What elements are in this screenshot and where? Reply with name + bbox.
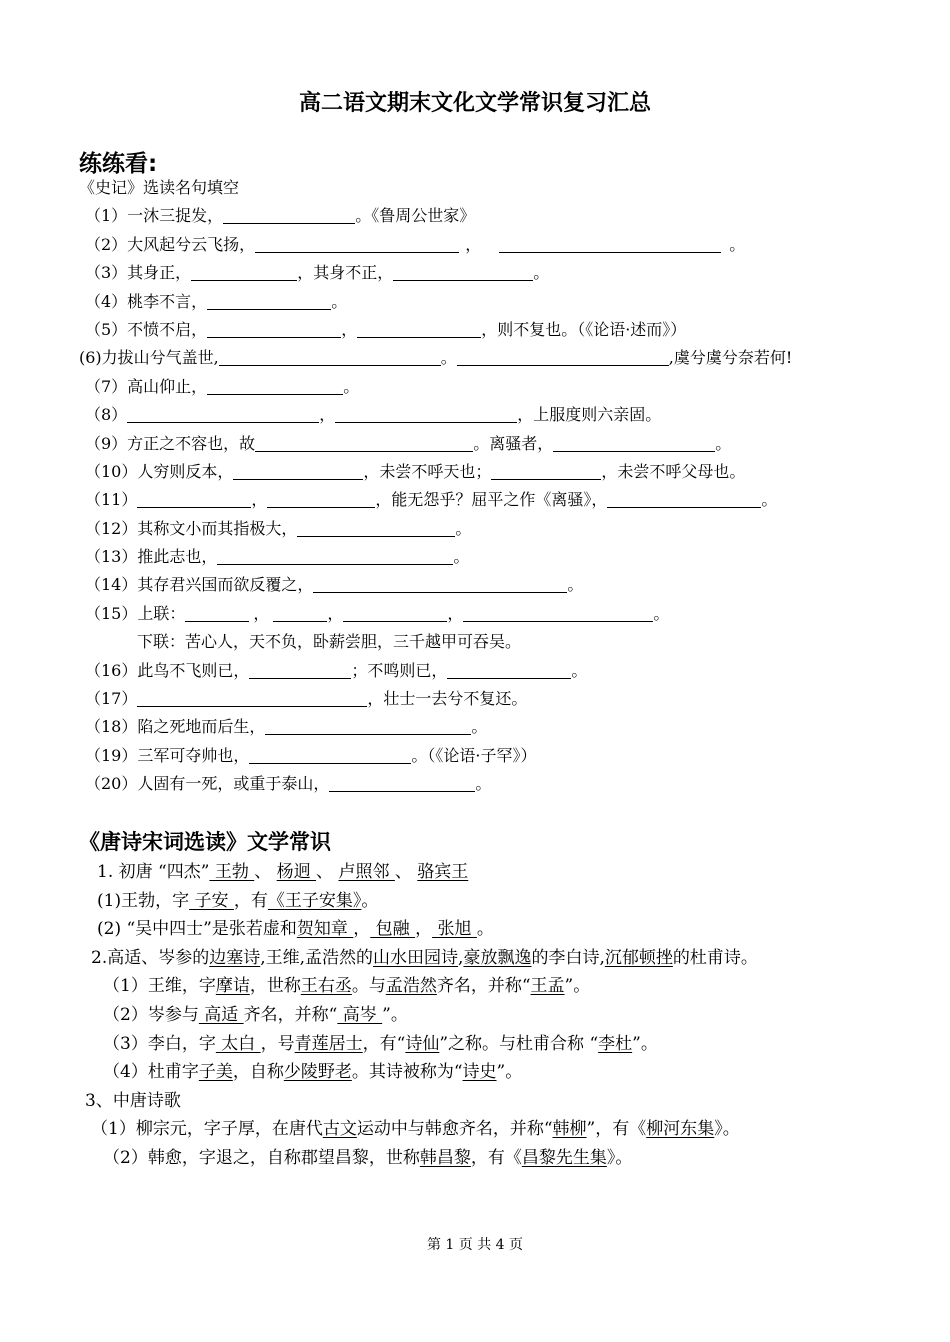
item-text: ，有 [233,890,268,911]
item-text: ， [319,405,336,425]
list-item: 下联：苦心人，天不负，卧薪尝胆，三千越甲可吞吴。 [137,632,522,652]
list-item [79,887,879,916]
item-text: ，上服度则六亲固。 [517,405,662,425]
item-text: ”。 [382,1004,408,1025]
item-text: 。 [715,433,732,453]
item-text: 。离骚者， [473,433,554,453]
list-item [79,1030,879,1059]
item-text: （1）王维，字 [103,976,216,997]
item-text: 。 [533,263,550,283]
item-text: ， [353,919,371,940]
list-item [79,288,879,316]
item-text: 。 [331,291,348,311]
list-item [79,1001,879,1030]
blank-line[interactable] [297,518,455,537]
item-text: （20）人固有一死，或重于泰山， [85,774,330,794]
item-text: （9）方正之不容也，故 [85,433,256,453]
answer-text: 王右丞 [300,976,352,997]
answer-text: 韩昌黎 [419,1147,471,1168]
item-text: 。 [729,234,746,254]
blank-line[interactable] [127,404,319,423]
item-text: , [458,947,464,968]
blank-line[interactable] [393,262,533,281]
item-text: （3）李白，字 [103,1033,216,1054]
answer-text: 山水田园诗 [373,947,459,968]
item-text: 2.高适、岑参的 [91,947,210,968]
list-item [79,1115,879,1144]
answer-text: 韩柳 [552,1119,587,1140]
item-text: 。 [571,660,588,680]
blank-line[interactable] [233,461,363,480]
item-text: 。《鲁周公世家》 [355,206,476,226]
item-text: 齐名，并称“ [436,976,531,997]
blank-line[interactable] [219,347,441,366]
item-text: 。 [455,518,472,538]
item-text: ”。 [632,1033,658,1054]
answer-text: 子安 [189,890,234,911]
blank-line[interactable] [463,603,653,622]
answer-text: 卢照邻 [338,862,395,882]
answer-text: 骆宾王 [417,862,469,882]
blank-line[interactable] [357,319,481,338]
answer-text: 柳河东集 [646,1119,715,1140]
blank-line[interactable] [207,319,341,338]
item-text: 、 [254,862,277,882]
document-title: 高二语文期末文化文学常识复习汇总 [298,91,651,116]
item-text: ，有《 [470,1147,522,1168]
list-item [79,231,879,259]
item-text: ， [251,490,268,510]
blank-line[interactable] [553,433,715,452]
item-text: ，未尝不呼父母也。 [601,461,746,481]
blank-line[interactable] [249,745,411,764]
blank-line[interactable] [249,660,351,679]
item-text: 齐名，并称“ [243,1004,338,1025]
item-text: （17） [85,689,138,709]
fill-in-list [79,174,879,799]
list-item [79,600,879,628]
item-text: 运动中与韩愈齐名，并称“ [356,1119,553,1140]
blank-line[interactable] [191,262,297,281]
answer-text: 古文 [322,1119,357,1140]
item-text: 。 [653,603,670,623]
item-text: 。 [343,376,360,396]
blank-line[interactable] [267,489,375,508]
list-item [79,858,879,887]
blank-line[interactable] [607,489,761,508]
item-text: 、 [316,862,339,882]
blank-line[interactable] [313,574,567,593]
answer-text: 王勃 [209,862,255,882]
item-text: 的李白诗, [531,947,605,968]
item-text: 。 [471,717,488,737]
list-item [79,571,879,599]
practice-heading: 练练看: [79,151,158,177]
page-footer: 第 1 页 共 4 页 [426,1237,524,1253]
item-text: (2) “吴中四士”是张若虚和 [97,919,297,940]
item-text: （10）人穷则反本， [85,461,234,481]
list-item [79,770,879,798]
literature-section [79,826,879,1173]
item-text: （2）大风起兮云飞扬， [85,234,256,254]
answer-text: 诗仙 [405,1033,440,1054]
blank-line[interactable] [265,716,471,735]
item-text: （4）杜甫字 [103,1062,199,1083]
answer-text: 摩诘 [215,976,250,997]
item-text: 。 [475,774,492,794]
item-text: 》。 [606,1147,633,1168]
answer-text: 孟浩然 [385,976,437,997]
item-text: 。 [761,490,778,510]
list-item [79,1144,879,1173]
item-text: （5）不愤不启， [85,319,208,339]
item-text: ， [465,234,482,254]
item-text: 。 [361,890,379,911]
list-item [79,1058,879,1087]
item-text: ”，有《 [586,1119,647,1140]
answer-text: 太白 [215,1033,261,1054]
item-text: 、 [394,862,418,882]
list-item [79,742,879,770]
list-item [79,944,879,973]
list-item [79,401,879,429]
answer-text: 青莲居士 [294,1033,363,1054]
list-item [79,713,879,741]
blank-line[interactable] [185,603,249,622]
list-item [79,515,879,543]
list-item [79,486,879,514]
item-text: ， [415,919,433,940]
list-item [79,316,879,344]
blank-line[interactable] [207,291,331,310]
item-text: （16）此鸟不飞则已， [85,660,250,680]
item-text: （2）岑参与 [103,1004,199,1025]
item-text: （19）三军可夺帅也， [85,745,250,765]
blank-line[interactable] [343,603,447,622]
blank-line[interactable] [499,234,721,253]
list-item [79,259,879,287]
answer-text: 子美 [198,1062,233,1083]
answer-text: 张旭 [432,919,477,940]
blank-line[interactable] [335,404,517,423]
item-text: 。与 [351,976,386,997]
answer-text: 包融 [370,919,416,940]
item-text: ，有“ [362,1033,406,1054]
blank-line[interactable] [137,688,367,707]
list-item: 3、中唐诗歌 [85,1090,181,1111]
item-text: ，世称 [249,976,301,997]
item-text: （3）其身正， [85,263,192,283]
list-item [79,430,879,458]
item-text: ，号 [260,1033,295,1054]
answer-text: 高岑 [337,1004,383,1025]
list-item [79,915,879,944]
item-text: ”之称。与杜甫合称 “ [439,1033,599,1054]
blank-line[interactable] [137,489,251,508]
item-text: ”。 [496,1062,523,1083]
item-text: （15）上联： [85,603,186,623]
blank-line[interactable] [223,205,355,224]
item-text: 。（《论语·子罕》） [411,745,537,765]
item-text: ，未尝不呼天也； [363,461,492,481]
shiji-heading: 《史记》选读名句填空 [79,178,240,197]
answer-text: 高适 [198,1004,244,1025]
item-text: ,虞兮虞兮奈若何! [668,348,793,368]
item-text: ， [253,603,270,623]
item-text: ，则不复也。（《论语·述而》） [481,319,687,339]
item-text: 。 [440,348,457,368]
list-item [79,972,879,1001]
blank-line[interactable] [273,603,327,622]
answer-text: 边塞诗 [209,947,261,968]
item-text: （12）其称文小而其指极大， [85,518,298,538]
item-text: (1)王勃，字 [97,890,190,911]
item-text: （1）一沐三捉发， [85,206,224,226]
item-text: 。其诗被称为“ [351,1062,463,1083]
blank-line[interactable] [255,433,473,452]
item-text: （18）陷之死地而后生， [85,717,266,737]
blank-line[interactable] [447,660,571,679]
item-text: ”。 [564,976,591,997]
item-text: ，能无怨乎？屈平之作《离骚》， [375,490,608,510]
item-text: 。 [476,919,494,940]
item-text: 》。 [714,1119,740,1140]
list-item [79,344,879,372]
answer-text: 王孟 [530,976,565,997]
answer-text: 贺知章 [296,919,354,940]
blank-line[interactable] [329,773,475,792]
item-text: ， [447,603,464,623]
answer-text: 豪放飘逸 [463,947,532,968]
item-text: （7）高山仰止， [85,376,208,396]
item-text: ,王维,孟浩然的 [260,947,374,968]
item-text: 1. 初唐 “四杰” [97,862,210,882]
answer-text: 昌黎先生集 [521,1147,607,1168]
answer-text: 诗史 [462,1062,497,1083]
item-text: （1）柳宗元，字子厚，在唐代 [91,1119,323,1140]
item-text: （14）其存君兴国而欲反覆之， [85,575,314,595]
list-item [79,373,879,401]
item-text: ；不鸣则已， [351,660,448,680]
blank-line[interactable] [457,347,669,366]
answer-text: 少陵野老 [283,1062,352,1083]
blank-line[interactable] [491,461,601,480]
item-text: 。 [453,547,470,567]
list-item [79,202,879,230]
section-heading: 《唐诗宋词选读》文学常识 [79,830,331,854]
item-text: 的杜甫诗。 [672,947,758,968]
list-item [79,543,879,571]
answer-text: 《王子安集》 [267,890,362,911]
blank-line[interactable] [217,546,453,565]
blank-line[interactable] [255,234,459,253]
answer-text: 杨迥 [276,862,317,882]
item-text: ， [341,319,358,339]
item-text: （2）韩愈，字退之，自称郡望昌黎，世称 [103,1147,420,1168]
item-text: (6)力拔山兮气盖世, [79,348,219,368]
item-text: （4）桃李不言， [85,291,208,311]
blank-line[interactable] [207,376,343,395]
item-text: （13）推此志也， [85,547,218,567]
item-text: ，其身不正， [297,263,394,283]
answer-text: 沉郁顿挫 [604,947,673,968]
list-item [79,657,879,685]
item-text: ， [327,603,344,623]
item-text: 。 [567,575,584,595]
answer-text: 李杜 [598,1033,633,1054]
item-text: ，自称 [232,1062,284,1083]
list-item [79,685,879,713]
item-text: ，壮士一去兮不复还。 [367,689,528,709]
item-text: （8） [85,405,128,425]
list-item [79,458,879,486]
item-text: （11） [85,490,138,510]
